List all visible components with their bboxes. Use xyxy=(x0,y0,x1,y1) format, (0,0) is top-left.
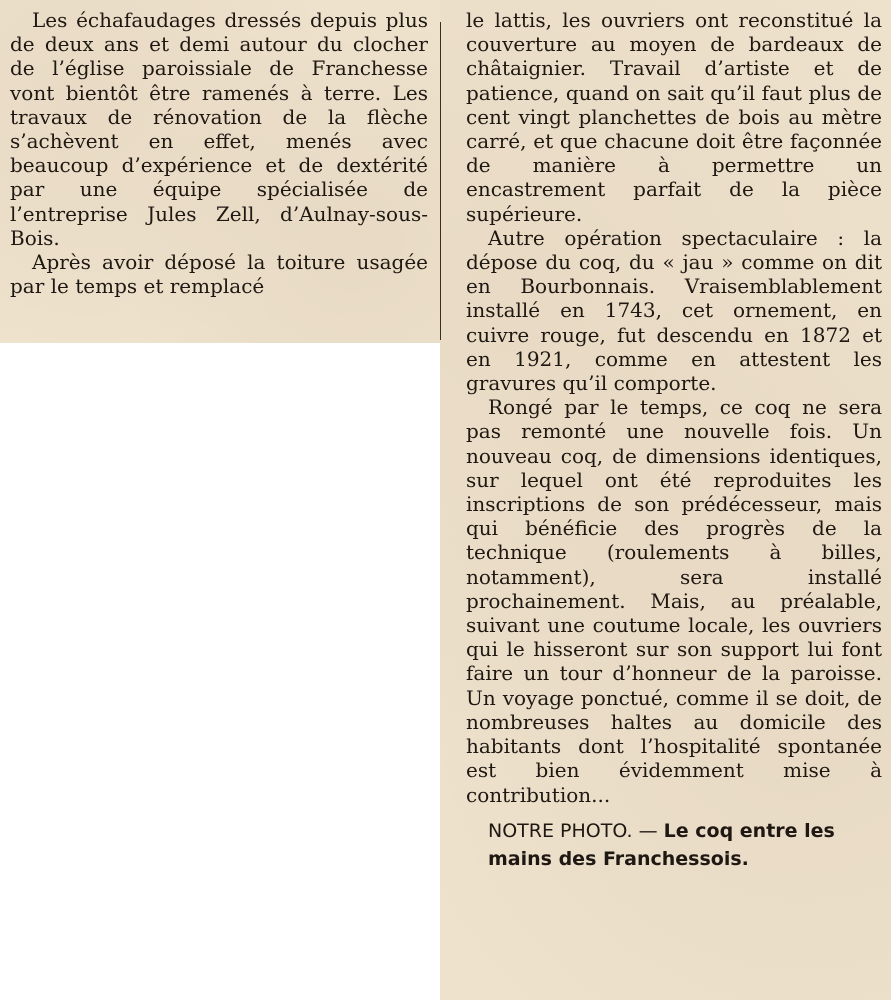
photo-caption xyxy=(466,817,882,873)
article-left-column xyxy=(10,8,428,298)
right-paragraph-3: Rongé par le temps, ce coq ne sera pas remonté une nouvelle fois. Un nouveau coq, de dimensions identiques, sur lequel ont été reproduites les inscriptions de son prédécesseur, mais qui bénéficie des progrès de la technique (roulements à billes, notamment), sera installé prochainement. Mais, au préalable, suivant une coutume locale, les ouvriers qui le hisseront sur son support lui font faire un tour d’honneur de la paroisse. Un voyage ponctué, comme il se doit, de nombreuses haltes au domicile des habitants dont l’hospitalité spontanée est bien évidemment mise à contribution... xyxy=(466,395,882,807)
column-divider xyxy=(440,22,441,340)
right-paragraph-1: le lattis, les ouvriers ont reconstitué la couverture au moyen de bardeaux de châtaignier. Travail d’artiste et de patience, quand on sait qu’il faut plus de cent vingt planchettes de bois au mètre carré, et que chacune doit être façonnée de manière à permettre un encastrement parfait de la pièce supérieure. xyxy=(466,8,882,226)
right-paragraph-2: Autre opération spectaculaire : la dépose du coq, du « jau » comme on dit en Bourbonnais. Vraisemblablement installé en 1743, cet ornement, en cuivre rouge, fut descendu en 1872 et en 1921, comme en attestent les gravures qu’il comporte. xyxy=(466,225,882,396)
article-right-column xyxy=(466,8,882,873)
caption-text: Le coq entre les mains des Franchessois. xyxy=(488,819,835,870)
caption-lead: NOTRE PHOTO. — xyxy=(488,819,658,842)
left-paragraph-2: Après avoir déposé la toiture usagée par le temps et remplacé xyxy=(10,250,428,299)
left-paragraph-1: Les échafaudages dressés depuis plus de deux ans et demi autour du clocher de l’église paroissiale de Franchesse vont bientôt être ramenés à terre. Les travaux de rénovation de la flèche s’achèvent en effet, menés avec beaucoup d’expérience et de dextérité par une équipe spécialisée de l’entreprise Jules Zell, d’Aulnay-sous-Bois. xyxy=(10,8,428,250)
